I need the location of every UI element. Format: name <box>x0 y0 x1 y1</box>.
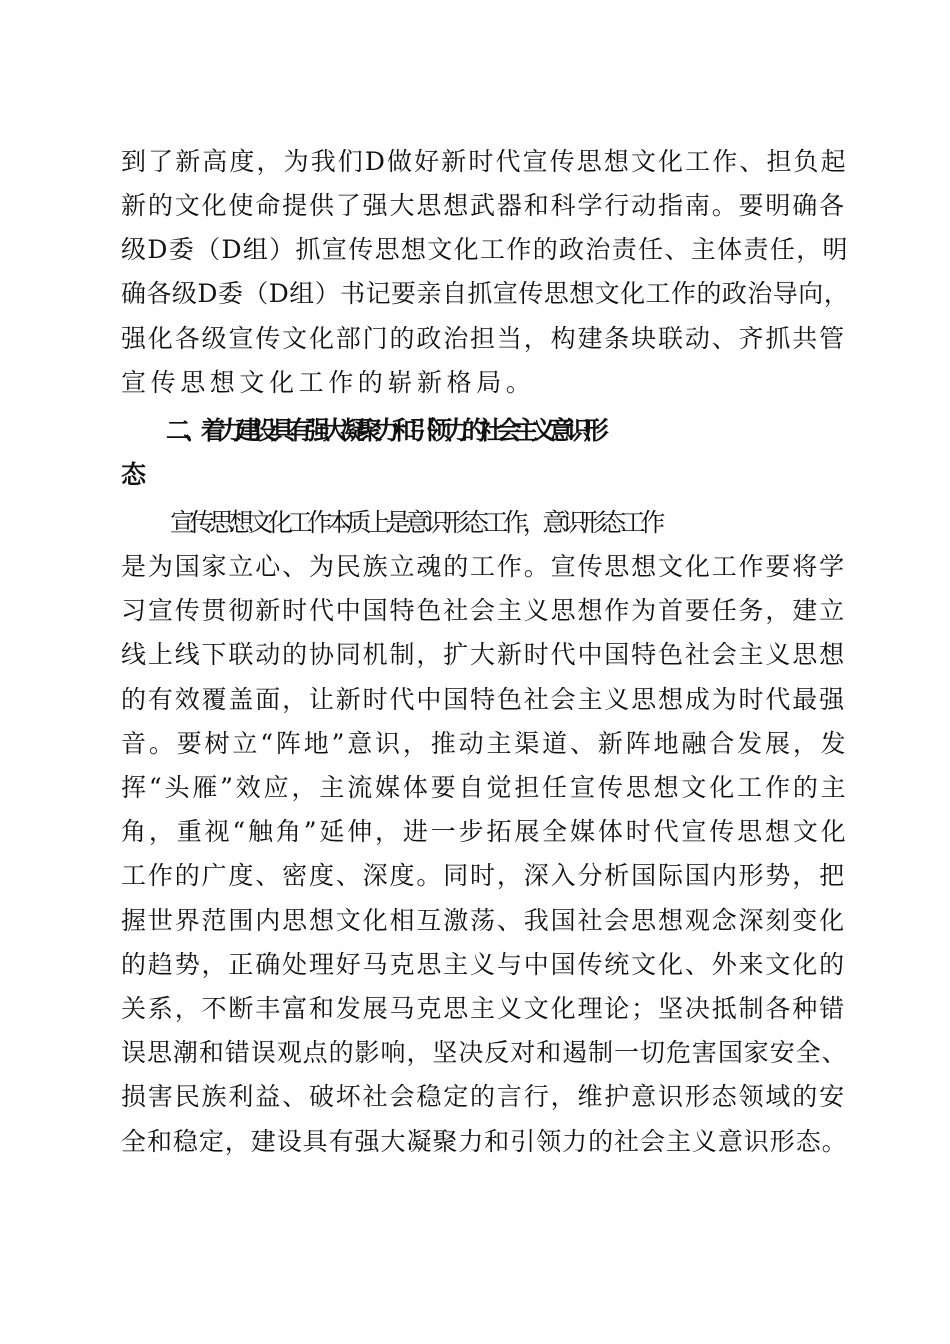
paragraph-2-line-15: 全和稳定，建设具有强大凝聚力和引领力的社会主义意识形态。 <box>121 1127 848 1156</box>
paragraph-1-line-6: 宣传思想文化工作的崭新格局。 <box>121 368 536 397</box>
paragraph-1-line-2: 新的文化使命提供了强大思想武器和科学行动指南。要明确各 <box>121 191 846 220</box>
paragraph-2-line-1: 宣传思想文化工作本质上是意识形态工作，意识形态工作 <box>170 508 661 537</box>
paragraph-2-line-11: 的趋势，正确处理好马克思主义与中国传统文化、外来文化的 <box>121 950 846 979</box>
paragraph-2-line-4: 线上线下联动的协同机制，扩大新时代中国特色社会主义思想 <box>121 640 846 669</box>
paragraph-1-line-4: 确各级D委（D组）书记要亲自抓宣传思想文化工作的政治导向， <box>121 279 850 308</box>
paragraph-2-line-8: 角，重视“触角”延伸，进一步拓展全媒体时代宣传思想文化 <box>121 817 849 846</box>
paragraph-2-line-12: 关系，不断丰富和发展马克思主义文化理论；坚决抵制各种错 <box>121 994 846 1023</box>
paragraph-1-line-1: 到了新高度，为我们D做好新时代宣传思想文化工作、担负起 <box>121 147 848 176</box>
paragraph-2-line-3: 习宣传贯彻新时代中国特色社会主义思想作为首要任务，建立 <box>121 596 846 625</box>
paragraph-2-line-7: 挥“头雁”效应，主流媒体要自觉担任宣传思想文化工作的主 <box>121 773 849 802</box>
paragraph-2-line-14: 损害民族利益、破坏社会稳定的言行，维护意识形态领域的安 <box>121 1082 846 1111</box>
paragraph-2-line-10: 握世界范围内思想文化相互激荡、我国社会思想观念深刻变化 <box>121 906 846 935</box>
paragraph-2-line-2: 是为国家立心、为民族立魂的工作。宣传思想文化工作要将学 <box>121 552 846 581</box>
paragraph-2-line-13: 误思潮和错误观点的影响，坚决反对和遏制一切危害国家安全、 <box>121 1038 848 1067</box>
section-heading-line-2: 态 <box>121 460 149 489</box>
paragraph-2-line-5: 的有效覆盖面，让新时代中国特色社会主义思想成为时代最强 <box>121 685 846 714</box>
paragraph-1-line-3: 级D委（D组）抓宣传思想文化工作的政治责任、主体责任，明 <box>121 235 849 264</box>
paragraph-2-line-6: 音。要树立“阵地”意识，推动主渠道、新阵地融合发展，发 <box>121 729 849 758</box>
paragraph-1-line-5: 强化各级宣传文化部门的政治担当，构建条块联动、齐抓共管 <box>121 324 846 353</box>
paragraph-2-line-9: 工作的广度、密度、深度。同时，深入分析国际国内形势，把 <box>121 861 846 890</box>
section-heading-line-1: 二、着力建设具有强大凝聚力和引领力的社会主义意识形 <box>166 416 602 445</box>
